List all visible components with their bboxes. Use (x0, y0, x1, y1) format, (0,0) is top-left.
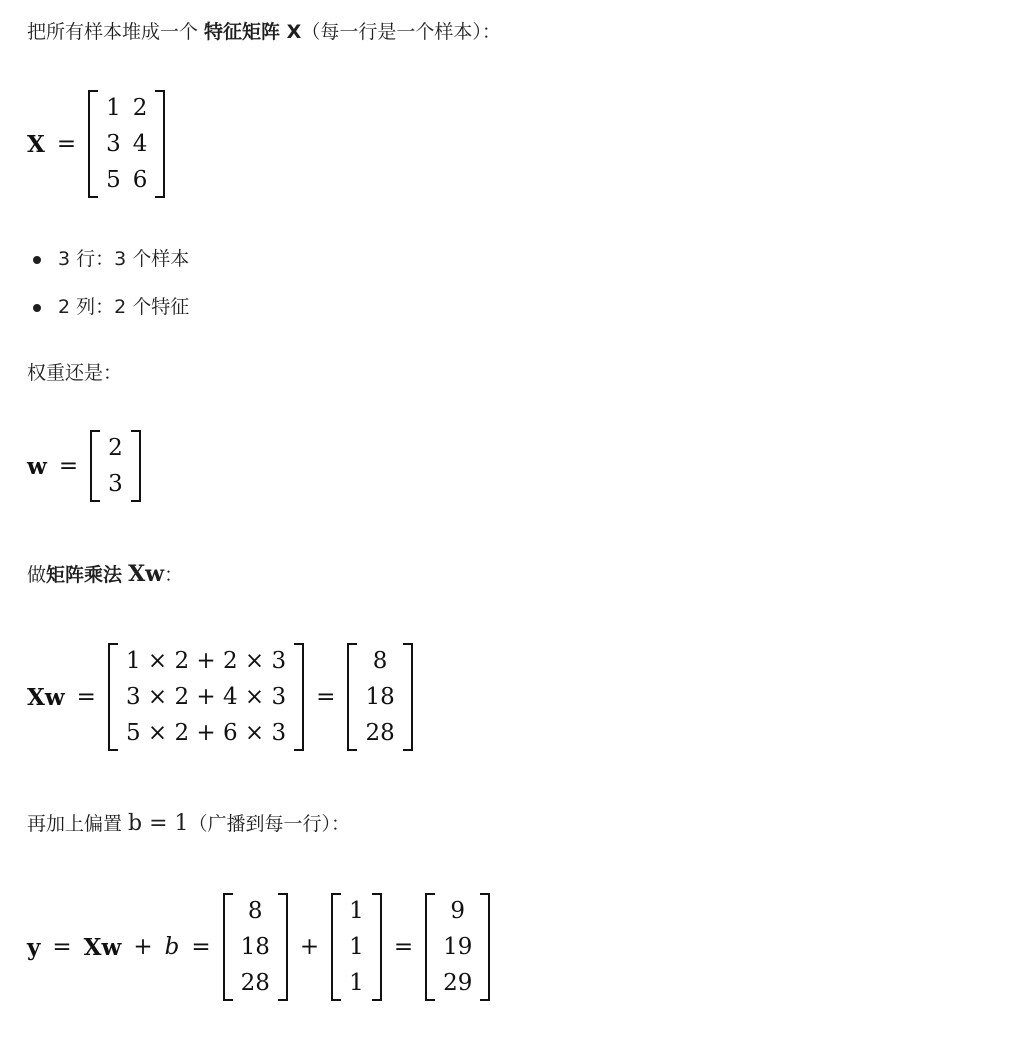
plus-sign: + (133, 934, 153, 960)
matrix-cell: 4 (132, 131, 148, 157)
equals-sign: = (58, 453, 79, 479)
matrix-y (425, 893, 490, 1001)
symbol-Xw: Xw (27, 683, 65, 711)
matrix-cell: 5 × 2 + 6 × 3 (125, 720, 287, 746)
multiplication-paragraph (27, 560, 183, 589)
equals-sign: = (316, 684, 336, 710)
bias-text-end: （广播到每一行）： (188, 813, 351, 835)
bullet-list (27, 245, 189, 321)
matrix-cell: 29 (443, 970, 473, 996)
mult-bold-term: 矩阵乘法 (46, 564, 123, 586)
bias-paragraph (27, 810, 350, 838)
matrix-cell: 3 (108, 471, 123, 497)
matrix-result (347, 643, 412, 751)
intro-text-end: （每一行是一个样本）： (301, 21, 501, 43)
equals-sign: = (191, 934, 211, 960)
matrix-cell: 28 (365, 720, 395, 746)
symbol-b: b (164, 934, 180, 960)
matrix-cell: 18 (365, 684, 395, 710)
matrix-cell: 1 (349, 970, 364, 996)
equals-sign: = (76, 684, 96, 710)
list-item: 3 行：3 个样本 (27, 245, 189, 273)
matrix-Xw-values (223, 893, 288, 1001)
matrix-expanded (108, 643, 304, 751)
inline-math-b: b = 1 (128, 811, 189, 836)
bias-text: 再加上偏置 (27, 813, 129, 835)
mult-text: 做 (27, 564, 47, 586)
matrix-cell: 18 (240, 934, 270, 960)
list-item: 2 列：2 个特征 (27, 293, 189, 321)
matrix-cell: 8 (247, 898, 263, 924)
matrix-cell: 8 (372, 648, 388, 674)
matrix-cell: 2 (132, 95, 148, 121)
equation-w (27, 430, 141, 502)
mult-colon: ： (164, 564, 184, 586)
symbol-X: X (27, 130, 45, 158)
matrix-cell: 1 (349, 934, 364, 960)
matrix-bias (331, 893, 382, 1001)
matrix-cell: 6 (132, 167, 148, 193)
matrix-cell: 1 (349, 898, 364, 924)
equals-sign: = (56, 131, 77, 157)
matrix-cell: 9 (450, 898, 466, 924)
weights-paragraph: 权重还是： (27, 362, 123, 384)
intro-paragraph (27, 18, 501, 46)
intro-text: 把所有样本堆成一个 (27, 21, 205, 43)
symbol-w: w (27, 452, 47, 480)
equation-y (27, 893, 490, 1001)
symbol-y: y (27, 933, 41, 961)
equation-X (27, 90, 165, 198)
matrix-cell: 3 × 2 + 4 × 3 (125, 684, 287, 710)
matrix-cell: 19 (443, 934, 473, 960)
inline-math-Xw: Xw (128, 561, 165, 587)
matrix-cell: 2 (108, 435, 123, 461)
intro-bold-term: 特征矩阵 X (204, 21, 302, 43)
equation-Xw (27, 643, 413, 751)
equals-sign: = (393, 934, 414, 960)
equals-sign: = (52, 934, 72, 960)
matrix-cell: 28 (240, 970, 270, 996)
matrix-cell: 1 (106, 95, 121, 121)
matrix-cell: 3 (106, 131, 121, 157)
matrix-w (90, 430, 141, 502)
plus-sign: + (299, 934, 320, 960)
matrix-cell: 1 × 2 + 2 × 3 (125, 648, 287, 674)
matrix-X (88, 90, 165, 198)
symbol-Xw: Xw (83, 933, 122, 961)
matrix-cell: 5 (106, 167, 121, 193)
